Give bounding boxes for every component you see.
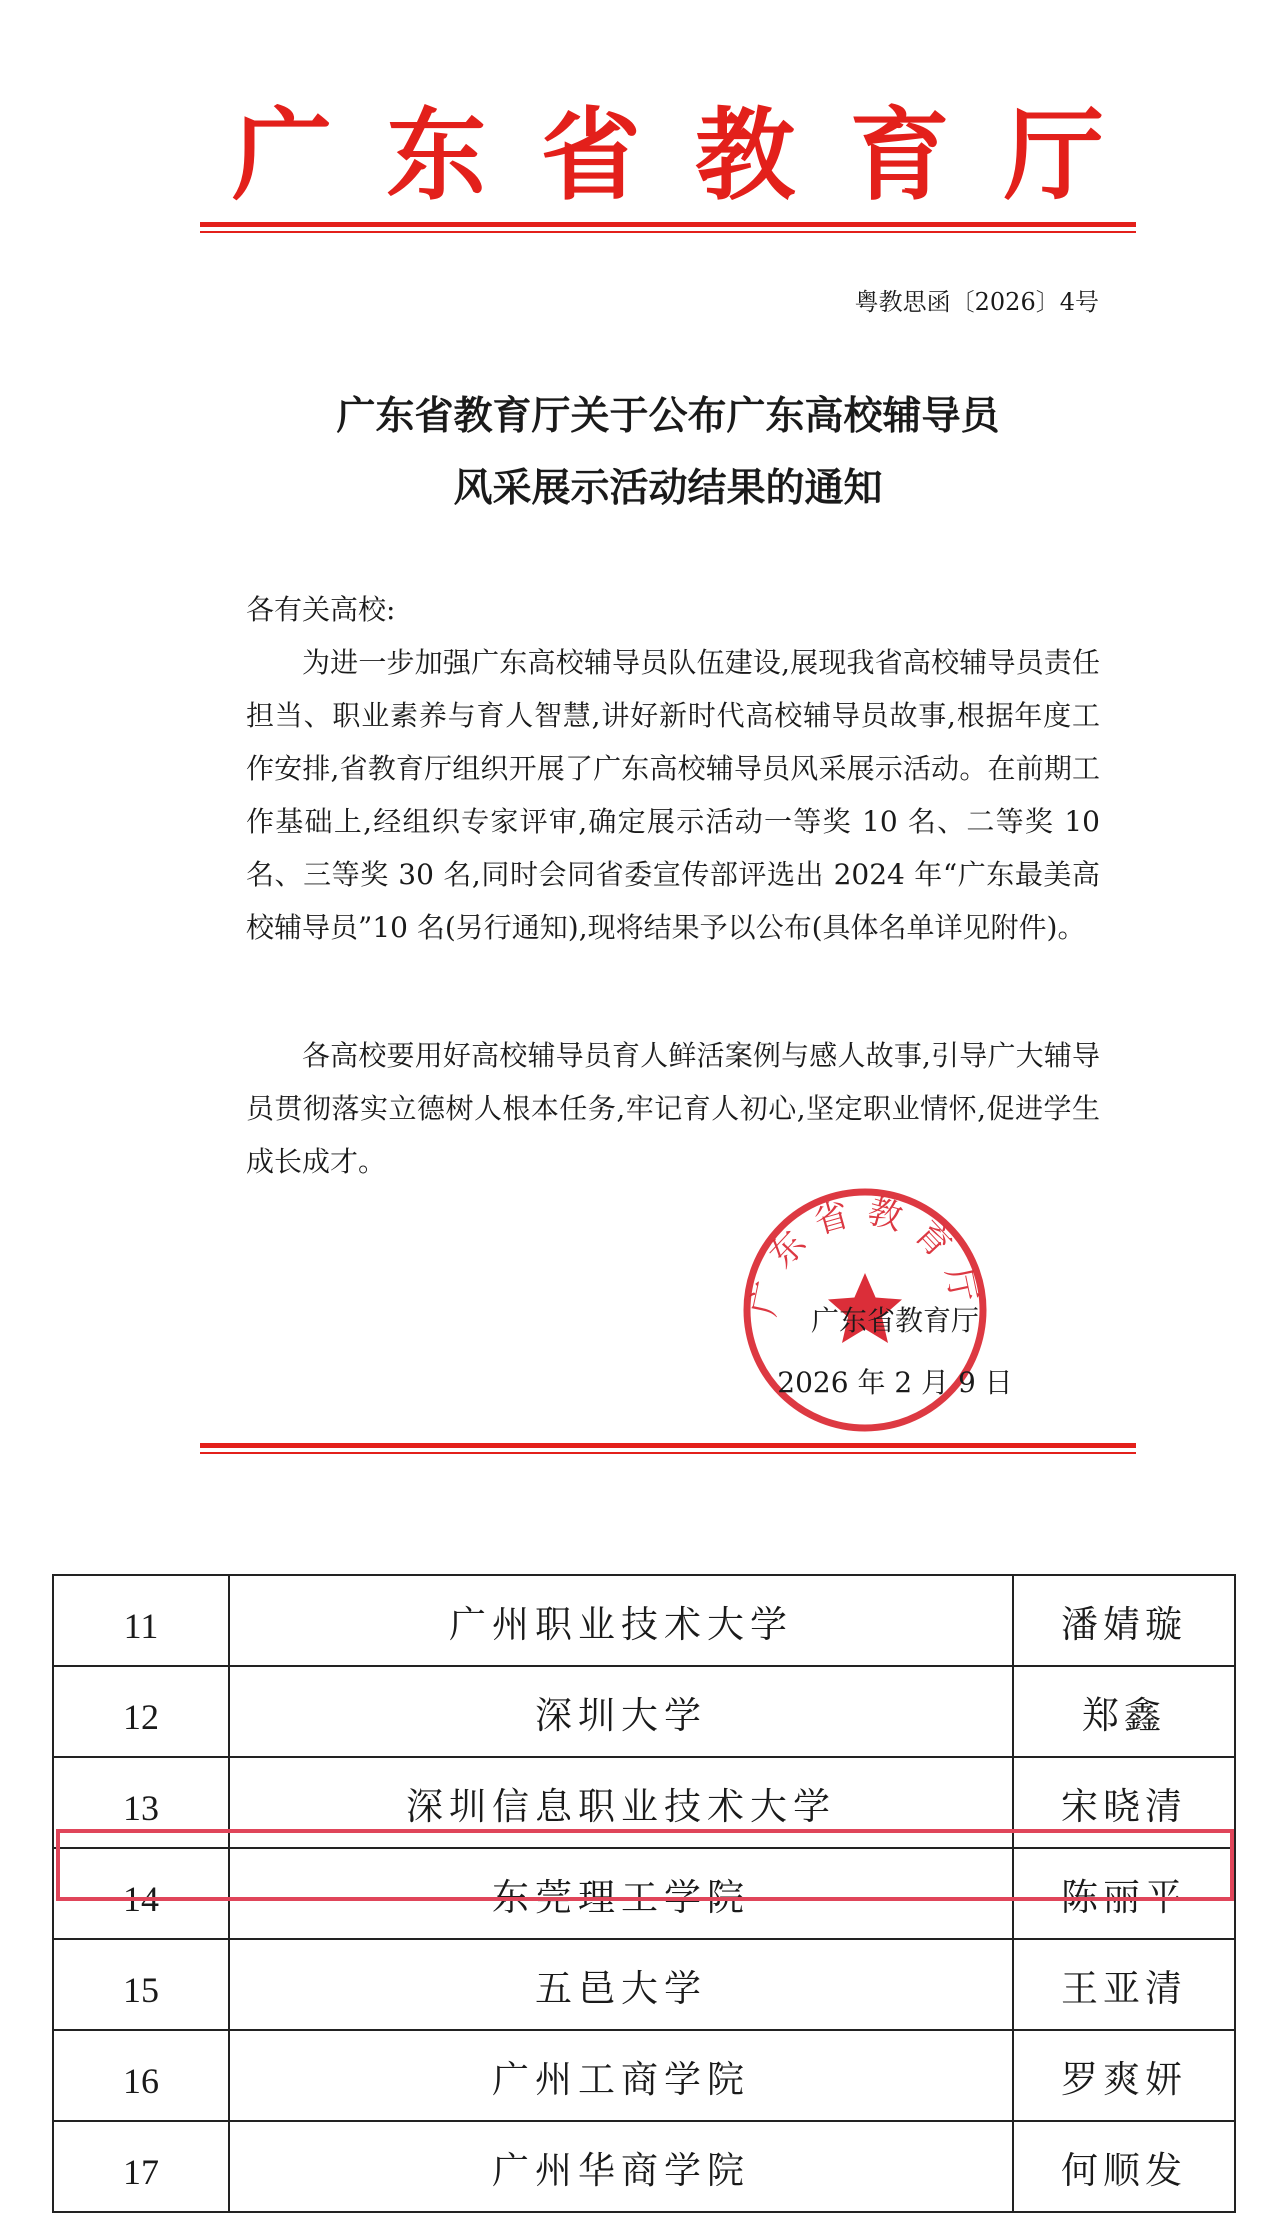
school-name: 深圳信息职业技术大学 (229, 1757, 1013, 1848)
row-number: 15 (53, 1939, 229, 2030)
table-row (53, 1939, 1235, 2030)
counselor-name: 罗爽妍 (1013, 2030, 1235, 2121)
letterhead-title (200, 95, 1136, 215)
row-number: 13 (53, 1757, 229, 1848)
row-number: 11 (53, 1575, 229, 1666)
row-number: 17 (53, 2121, 229, 2212)
letterhead-char: 东 (386, 96, 487, 214)
counselor-name: 潘婧璇 (1013, 1575, 1235, 1666)
row-number: 14 (53, 1848, 229, 1939)
row-number: 12 (53, 1666, 229, 1757)
table-row (53, 2030, 1235, 2121)
table-row (53, 1575, 1235, 1666)
letterhead-rule-thick (200, 222, 1136, 227)
title-line-1: 广东省教育厅关于公布广东高校辅导员 (336, 393, 1000, 439)
school-name: 深圳大学 (229, 1666, 1013, 1757)
letterhead-char: 厅 (1003, 96, 1104, 214)
table-row (53, 1757, 1235, 1848)
title-line-2: 风采展示活动结果的通知 (453, 465, 883, 511)
issue-date: 2026 年 2 月 9 日 (777, 1366, 1013, 1399)
body-paragraph-1: 为进一步加强广东高校辅导员队伍建设,展现我省高校辅导员责任担当、职业素养与育人智慧,讲好新时代高校辅导员故事,根据年度工作安排,省教育厅组织开展了广东高校辅导员风采展示活动。在前期工作基础上,经组织专家评审,确定展示活动一等奖 10 名、二等奖 10 名、三等奖 30 名,同时会同省委宣传部评选出 2024 年“广东最美高校辅导员”10 名(另行通知),现将结果予以公布(具体名单详见附件)。 (246, 646, 1100, 944)
school-name: 东莞理工学院 (229, 1848, 1013, 1939)
footer-rule-thin (200, 1452, 1136, 1454)
counselor-name: 王亚清 (1013, 1939, 1235, 2030)
letterhead-char: 育 (849, 96, 950, 214)
seal-arc-text: 广东省教育厅 (743, 1191, 987, 1320)
school-name: 广州职业技术大学 (229, 1575, 1013, 1666)
signature-block (760, 1290, 1030, 1414)
table-row-highlighted (53, 1848, 1235, 1939)
counselor-name: 何顺发 (1013, 2121, 1235, 2212)
letterhead-char: 教 (695, 96, 796, 214)
greeting: 各有关高校: (246, 593, 396, 626)
table-row (53, 1666, 1235, 1757)
letterhead-char: 省 (540, 96, 641, 214)
school-name: 广州华商学院 (229, 2121, 1013, 2212)
table-row (53, 2121, 1235, 2212)
counselor-name: 郑鑫 (1013, 1666, 1235, 1757)
body-paragraph-2: 各高校要用好高校辅导员育人鲜活案例与感人故事,引导广大辅导员贯彻落实立德树人根本任务,牢记育人初心,坚定职业情怀,促进学生成长成才。 (246, 1039, 1100, 1178)
footer-rule-thick (200, 1443, 1136, 1448)
letterhead-rule-thin (200, 231, 1136, 233)
document-number: 粤教思函〔2026〕4号 (854, 288, 1099, 316)
issuer-name: 广东省教育厅 (810, 1304, 979, 1337)
counselor-name: 宋晓清 (1013, 1757, 1235, 1848)
row-number: 16 (53, 2030, 229, 2121)
letterhead-char: 广 (232, 96, 332, 214)
award-list-table (52, 1574, 1236, 2213)
school-name: 五邑大学 (229, 1939, 1013, 2030)
counselor-name: 陈丽平 (1013, 1848, 1235, 1939)
school-name: 广州工商学院 (229, 2030, 1013, 2121)
notice-title (200, 380, 1136, 524)
